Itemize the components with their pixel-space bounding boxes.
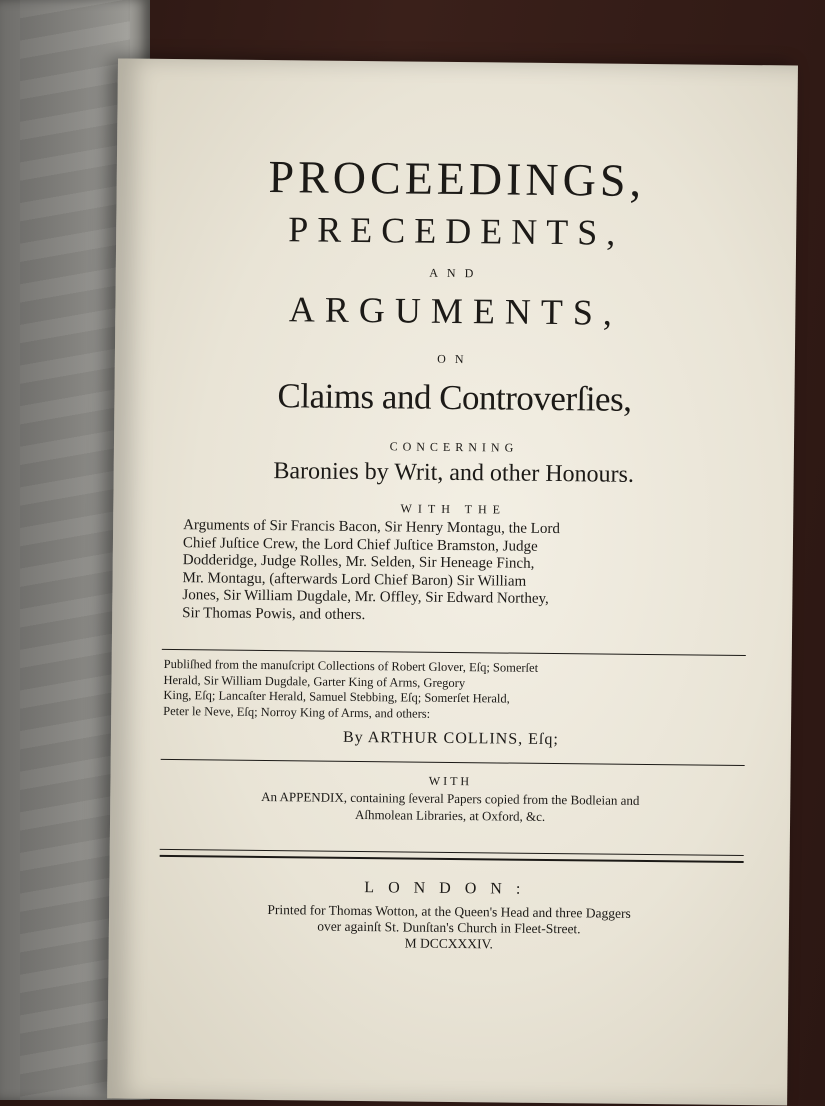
title-line-baronies: Baronies by Writ, and other Honours.: [273, 458, 635, 488]
divider-rule: [162, 649, 746, 656]
appendix-with: WITH: [428, 773, 473, 789]
imprint-paragraph: [129, 901, 769, 956]
arguments-line: Chief Juſtice Crew, the Lord Chief Juſtice Bramston, Judge: [182, 534, 538, 555]
arguments-line: Dodderidge, Judge Rolles, Mr. Selden, Sir Heneage Finch,: [182, 552, 535, 572]
title-line-arguments: ARGUMENTS,: [288, 289, 623, 333]
imprint-line: Printed for Thomas Wotton, at the Queen's Head and three Daggers: [267, 902, 631, 921]
title-with-the: WITH THE: [400, 501, 507, 517]
double-rule-bottom: [160, 855, 744, 863]
title-line-precedents: PRECEDENTS,: [288, 209, 625, 253]
published-line: Peter le Neve, Eſq; Norroy King of Arms, and others:: [163, 703, 431, 721]
title-and: AND: [429, 265, 483, 281]
title-line-claims: Claims and Controverſies,: [277, 376, 632, 419]
imprint-line: over againſt St. Dunſtan's Church in Fleet-Street.: [317, 918, 581, 937]
title-on: ON: [437, 351, 473, 367]
arguments-line: Sir Thomas Powis, and others.: [182, 604, 366, 623]
appendix-line: An APPENDIX, containing ſeveral Papers copied from the Bodleian and: [261, 788, 640, 808]
arguments-line: Mr. Montagu, (afterwards Lord Chief Baron) Sir William: [182, 569, 527, 590]
imprint-city: LONDON:: [364, 879, 535, 898]
title-concerning: CONCERNING: [389, 439, 519, 455]
published-line: Publiſhed from the manuſcript Collections of Robert Glover, Eſq; Somerſet: [163, 656, 539, 675]
title-line-proceedings: PROCEEDINGS,: [268, 151, 646, 206]
author-line: By ARTHUR COLLINS, Eſq;: [342, 728, 559, 749]
arguments-paragraph: [170, 517, 739, 628]
published-line: King, Eſq; Lancaſter Herald, Samuel Stebbing, Eſq; Somerſet Herald,: [163, 687, 510, 706]
appendix-paragraph: [150, 787, 750, 827]
divider-rule: [161, 759, 745, 766]
arguments-line: Arguments of Sir Francis Bacon, Sir Henry Montagu, the Lord: [183, 517, 560, 538]
published-line: Herald, Sir William Dugdale, Garter King of Arms, Gregory: [163, 672, 466, 690]
title-page: [107, 58, 798, 1105]
imprint-year: M DCCXXXIV.: [404, 935, 493, 952]
appendix-line: Aſhmolean Libraries, at Oxford, &c.: [354, 806, 546, 824]
published-paragraph: [163, 657, 744, 725]
arguments-line: Jones, Sir William Dugdale, Mr. Offley, Sir Edward Northey,: [182, 587, 549, 607]
